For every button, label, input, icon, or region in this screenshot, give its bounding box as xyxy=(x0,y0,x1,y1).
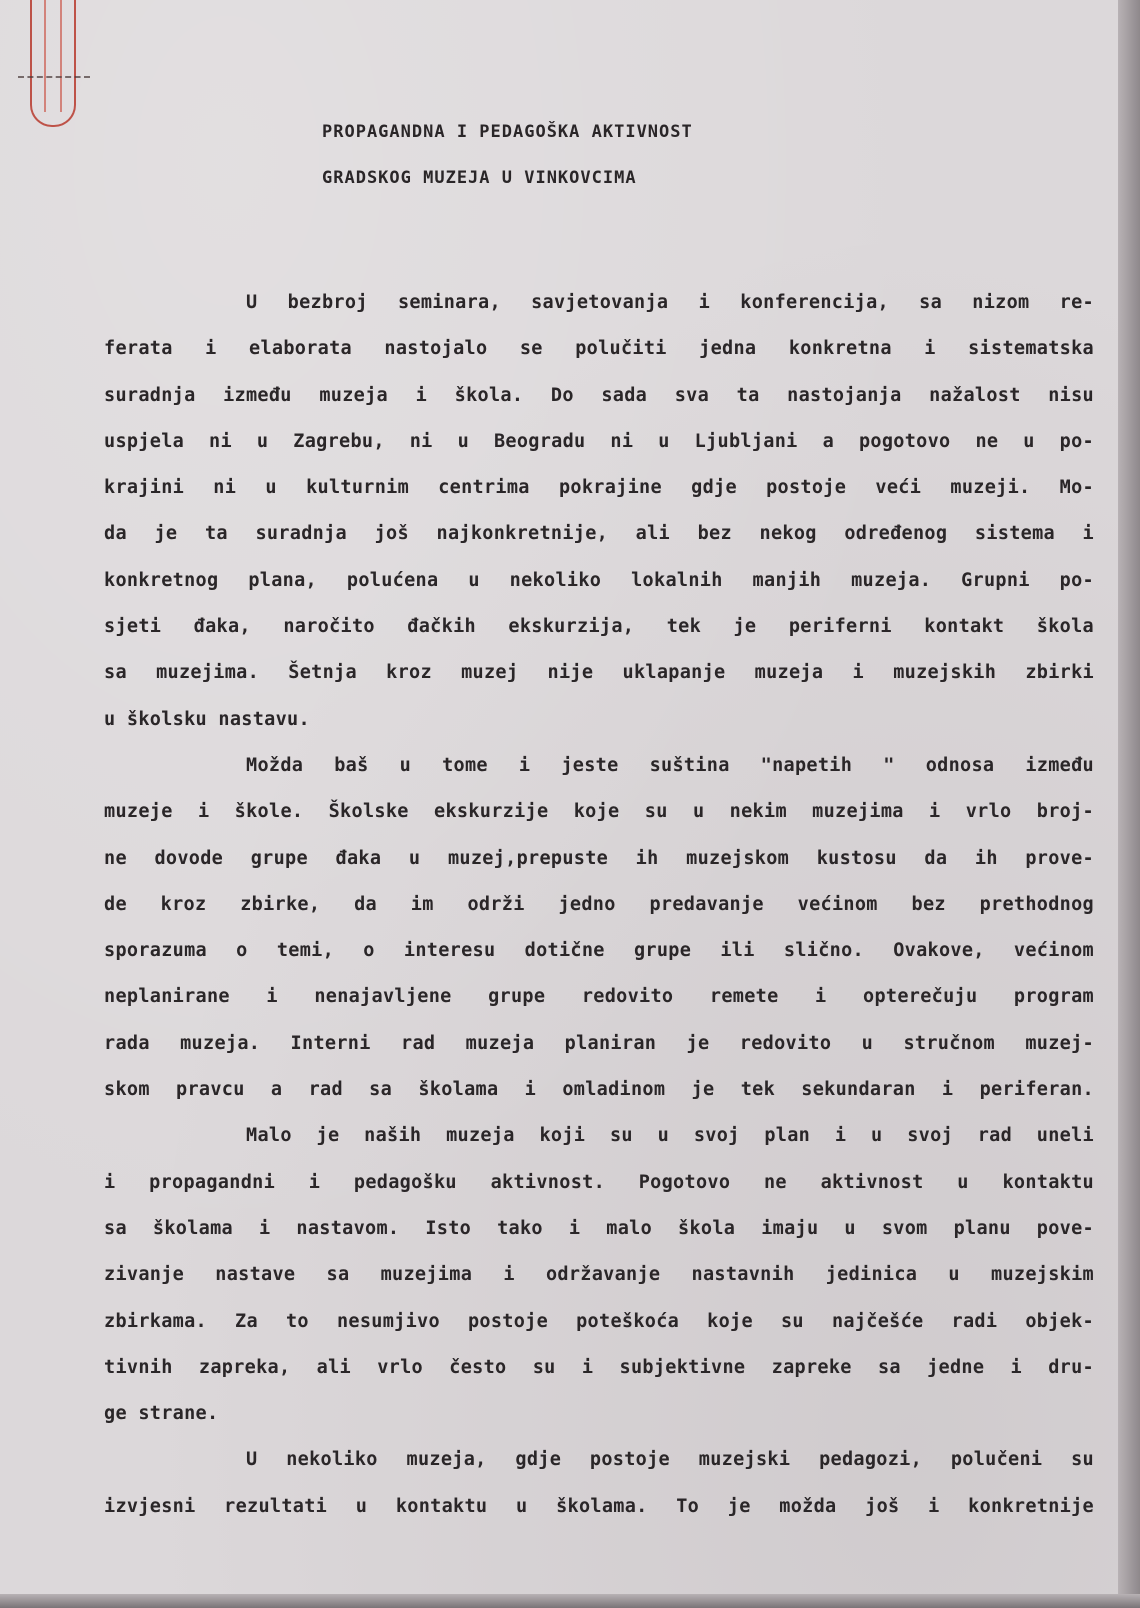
body-line: konkretnog plana, polućena u nekoliko lokalnih manjih muzeja. Grupni po- xyxy=(104,569,1094,591)
document-body xyxy=(104,280,1094,1530)
body-line: i propagandni i pedagošku aktivnost. Pogotovo ne aktivnost u kontaktu xyxy=(104,1171,1094,1193)
body-line: rada muzeja. Interni rad muzeja planiran je redovito u stručnom muzej- xyxy=(104,1032,1094,1054)
body-line: sjeti đaka, naročito đačkih ekskurzija, tek je periferni kontakt škola xyxy=(104,616,1094,638)
body-line: tivnih zapreka, ali vrlo često su i subjektivne zapreke sa jedne i dru- xyxy=(104,1356,1094,1378)
body-line: de kroz zbirke, da im održi jedno predavanje većinom bez prethodnog xyxy=(104,893,1094,915)
body-line: sa muzejima. Šetnja kroz muzej nije uklapanje muzeja i muzejskih zbirki xyxy=(104,662,1094,684)
scan-edge-right xyxy=(1118,0,1140,1608)
scan-edge-bottom xyxy=(0,1594,1140,1608)
body-line: muzeje i škole. Školske ekskurzije koje su u nekim muzejima i vrlo broj- xyxy=(104,801,1094,823)
body-line: izvjesni rezultati u kontaktu u školama. To je možda još i konkretnije xyxy=(104,1495,1094,1517)
body-line: suradnja između muzeja i škola. Do sada sva ta nastojanja nažalost nisu xyxy=(104,384,1094,406)
body-line: neplanirane i nenajavljene grupe redovito remete i opterečuju program xyxy=(104,986,1094,1008)
body-line: skom pravcu a rad sa školama i omladinom je tek sekundaran i periferan. xyxy=(104,1079,1094,1101)
body-line: da je ta suradnja još najkonkretnije, ali bez nekog određenog sistema i xyxy=(104,523,1094,545)
body-line: u školsku nastavu. xyxy=(104,708,310,730)
document-title-line-1: PROPAGANDNA I PEDAGOŠKA AKTIVNOST xyxy=(322,122,693,142)
body-line: U bezbroj seminara, savjetovanja i konferencija, sa nizom re- xyxy=(246,292,1094,313)
body-line: ferata i elaborata nastojalo se polučiti jedna konkretna i sistematska xyxy=(104,338,1094,360)
body-line: zbirkama. Za to nesumjivo postoje poteškoća koje su najčešće radi objek- xyxy=(104,1310,1094,1332)
body-line: ge strane. xyxy=(104,1403,219,1425)
body-line: Možda baš u tome i jeste suština "napetih " odnosa između xyxy=(246,754,1094,776)
margin-mark xyxy=(18,76,90,78)
body-line: krajini ni u kulturnim centrima pokrajine gdje postoje veći muzeji. Mo- xyxy=(104,477,1094,499)
body-line: zivanje nastave sa muzejima i održavanje nastavnih jedinica u muzejskim xyxy=(104,1264,1094,1286)
body-line: U nekoliko muzeja, gdje postoje muzejski pedagozi, polučeni su xyxy=(246,1449,1094,1471)
paperclip-stain-inner xyxy=(44,0,62,112)
document-title-line-2: GRADSKOG MUZEJA U VINKOVCIMA xyxy=(322,168,637,188)
body-line: sporazuma o temi, o interesu dotične grupe ili slično. Ovakove, većinom xyxy=(104,940,1094,962)
body-line: Malo je naših muzeja koji su u svoj plan i u svoj rad uneli xyxy=(246,1125,1094,1147)
body-line: ne dovode grupe đaka u muzej,prepuste ih muzejskom kustosu da ih prove- xyxy=(104,847,1094,869)
body-line: uspjela ni u Zagrebu, ni u Beogradu ni u Ljubljani a pogotovo ne u po- xyxy=(104,430,1094,452)
body-line: sa školama i nastavom. Isto tako i malo škola imaju u svom planu pove- xyxy=(104,1217,1094,1239)
